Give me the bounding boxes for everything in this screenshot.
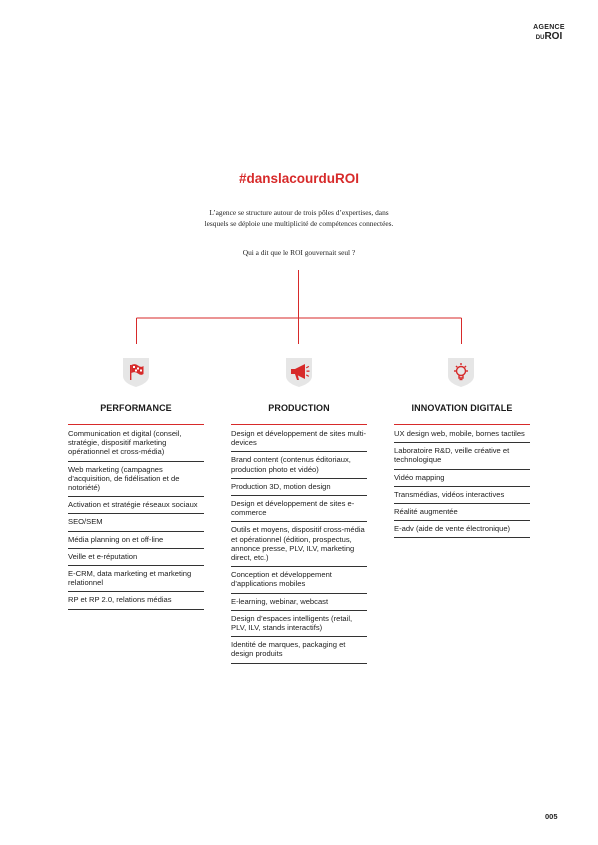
- logo-roi: ROI: [544, 31, 563, 42]
- logo-line-1: AGENCE: [533, 24, 565, 31]
- list-item: E-learning, webinar, webcast: [231, 594, 367, 611]
- page-number: 005: [545, 812, 558, 821]
- intro-text: L’agence se structure autour de trois pôles d’expertises, dans lesquels se déploie une multiplicité de compétences connectées.: [204, 208, 394, 228]
- list-item: Web marketing (campagnes d’acquisition, de fidélisation et de notoriété): [68, 462, 204, 498]
- question-text: Qui a dit que le ROI gouvernait seul ?: [242, 248, 356, 257]
- list-item: Laboratoire R&D, veille créative et technologique: [394, 443, 530, 469]
- badge-innovation: [446, 356, 476, 388]
- list-item: SEO/SEM: [68, 514, 204, 531]
- list-item: UX design web, mobile, bornes tactiles: [394, 426, 530, 443]
- list-innovation: [394, 426, 530, 538]
- column-title-performance: PERFORMANCE: [100, 403, 172, 413]
- list-production: [231, 426, 367, 664]
- agence-du-roi-logo: [531, 24, 567, 46]
- list-item: Production 3D, motion design: [231, 479, 367, 496]
- list-item: Identité de marques, packaging et design produits: [231, 637, 367, 663]
- badge-performance: [121, 356, 151, 388]
- column-rule-performance: [68, 424, 204, 425]
- list-item: RP et RP 2.0, relations médias: [68, 592, 204, 609]
- logo-line-2: [531, 32, 567, 42]
- list-item: Vidéo mapping: [394, 470, 530, 487]
- badge-production: [284, 356, 314, 388]
- list-item: Conception et développement d’applications mobiles: [231, 567, 367, 593]
- column-rule-production: [231, 424, 367, 425]
- list-item: Brand content (contenus éditoriaux, production photo et vidéo): [231, 452, 367, 478]
- column-title-innovation: INNOVATION DIGITALE: [411, 403, 513, 413]
- list-item: Réalité augmentée: [394, 504, 530, 521]
- list-item: E-CRM, data marketing et marketing relationnel: [68, 566, 204, 592]
- logo-du: DU: [535, 35, 545, 41]
- list-item: Transmédias, vidéos interactives: [394, 487, 530, 504]
- column-rule-innovation: [394, 424, 530, 425]
- list-item: Veille et e-réputation: [68, 549, 204, 566]
- list-item: Activation et stratégie réseaux sociaux: [68, 497, 204, 514]
- list-item: Design d’espaces intelligents (retail, PLV, ILV, stands interactifs): [231, 611, 367, 637]
- list-item: Design et développement de sites e-commerce: [231, 496, 367, 522]
- list-performance: [68, 426, 204, 610]
- list-item: Communication et digital (conseil, stratégie, dispositif marketing opérationnel et cross-média): [68, 426, 204, 462]
- list-item: E-adv (aide de vente électronique): [394, 521, 530, 538]
- list-item: Outils et moyens, dispositif cross-média et opérationnel (édition, prospectus, annonce presse, PLV, ILV, marketing direct, etc.): [231, 522, 367, 567]
- hashtag-title: #danslacourduROI: [238, 171, 360, 186]
- list-item: Média planning on et off-line: [68, 532, 204, 549]
- list-item: Design et développement de sites multi-devices: [231, 426, 367, 452]
- column-title-production: PRODUCTION: [268, 403, 330, 413]
